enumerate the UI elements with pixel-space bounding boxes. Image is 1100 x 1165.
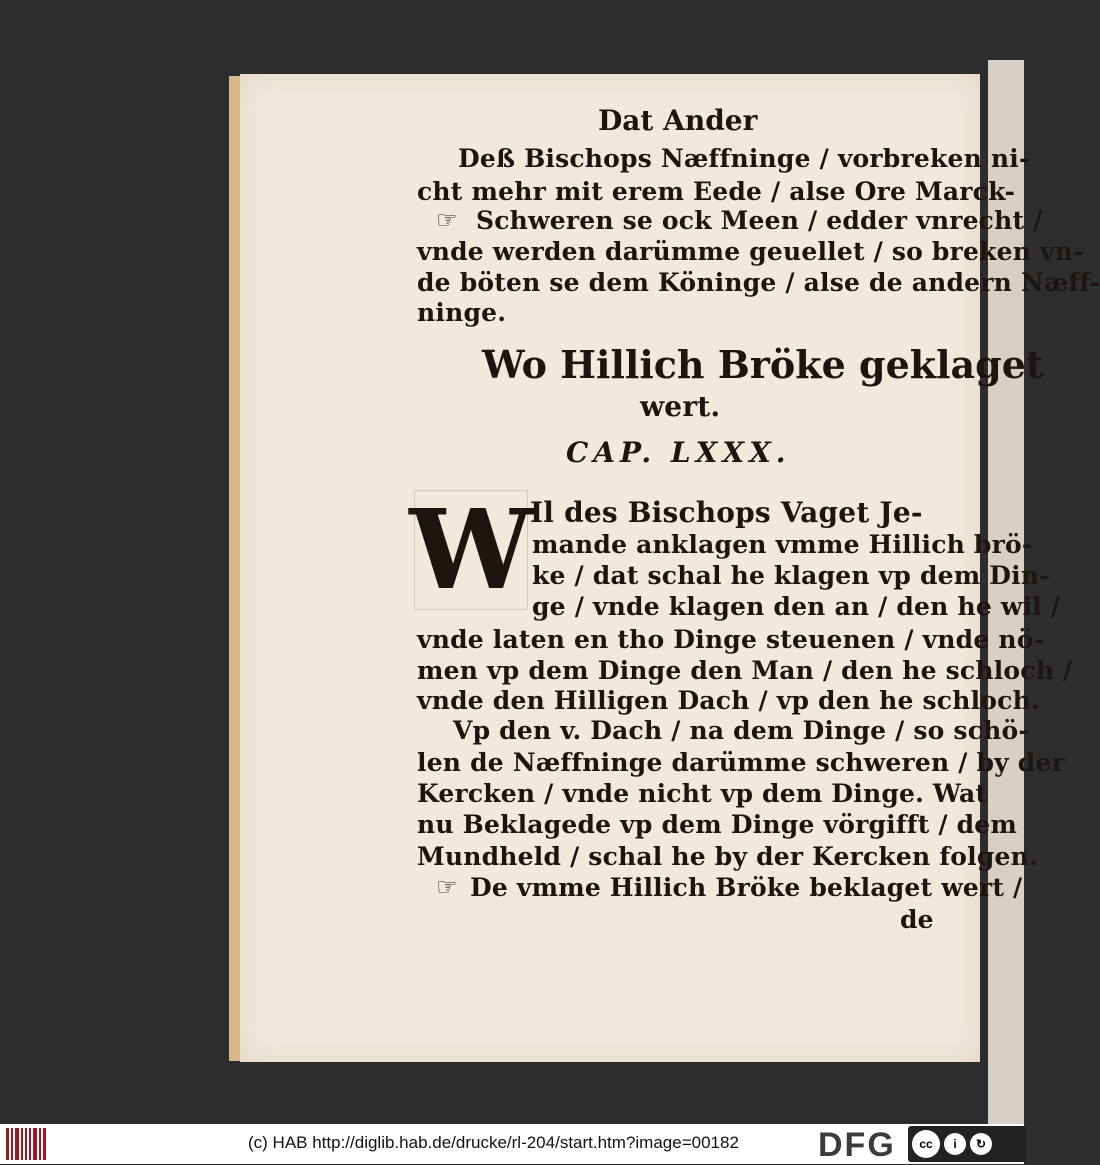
section-heading-continued: wert. (640, 390, 721, 423)
running-header: Dat Ander (598, 104, 758, 137)
pointing-hand-icon: ☞ (436, 873, 458, 901)
dfg-logo: DFG (818, 1126, 896, 1164)
text-line: nu Beklagede vp dem Dinge vörgifft / dem (417, 810, 1018, 839)
text-line: Kercken / vnde nicht vp dem Dinge. Wat (417, 779, 988, 808)
text-line: Schweren se ock Meen / edder vnrecht / (476, 206, 1043, 235)
text-line: De vmme Hillich Bröke beklaget wert / (470, 873, 1023, 902)
text-line: len de Næffninge darümme schweren / by der (417, 748, 1065, 777)
section-heading: Wo Hillich Bröke geklaget (482, 342, 1044, 387)
text-line: men vp dem Dinge den Man / den he schloch / (417, 656, 1073, 685)
text-line: vnde laten en tho Dinge steuenen / vnde nö- (417, 625, 1045, 654)
text-line: vnde den Hilligen Dach / vp den he schloch. (417, 686, 1040, 715)
text-line: mande anklagen vmme Hillich brö- (532, 530, 1033, 559)
text-line: Vp den v. Dach / na dem Dinge / so schö- (453, 716, 1029, 745)
text-line: Il des Bischops Vaget Je- (530, 496, 923, 529)
cc-license-badge[interactable] (908, 1126, 1026, 1162)
text-line: de böten se dem Köninge / alse de andern Næff- (417, 268, 1100, 297)
pointing-hand-icon: ☞ (436, 206, 458, 234)
text-line: vnde werden darümme geuellet / so breken vn- (417, 237, 1084, 266)
footer-bar (0, 1124, 1024, 1164)
drop-cap-letter: W (409, 485, 533, 614)
text-line: Mundheld / schal he by der Kercken folgen. (417, 842, 1038, 871)
chapter-number: CAP. LXXX. (566, 436, 791, 469)
hab-barcode-icon (6, 1128, 46, 1160)
catchword: de (900, 905, 934, 934)
by-icon: i (944, 1133, 966, 1155)
sa-icon: ↻ (970, 1133, 992, 1155)
text-line: Deß Bischops Næffninge / vorbreken ni- (458, 144, 1030, 173)
text-line: ninge. (417, 298, 507, 327)
decorated-initial (409, 485, 533, 614)
copyright-link[interactable]: (c) HAB http://diglib.hab.de/drucke/rl-204/start.htm?image=00182 (248, 1133, 739, 1152)
cc-icon: cc (912, 1130, 940, 1158)
text-line: ke / dat schal he klagen vp dem Din- (532, 561, 1050, 590)
text-line: cht mehr mit erem Eede / alse Ore Marck- (417, 177, 1016, 206)
text-line: ge / vnde klagen den an / den he wil / (532, 592, 1061, 621)
